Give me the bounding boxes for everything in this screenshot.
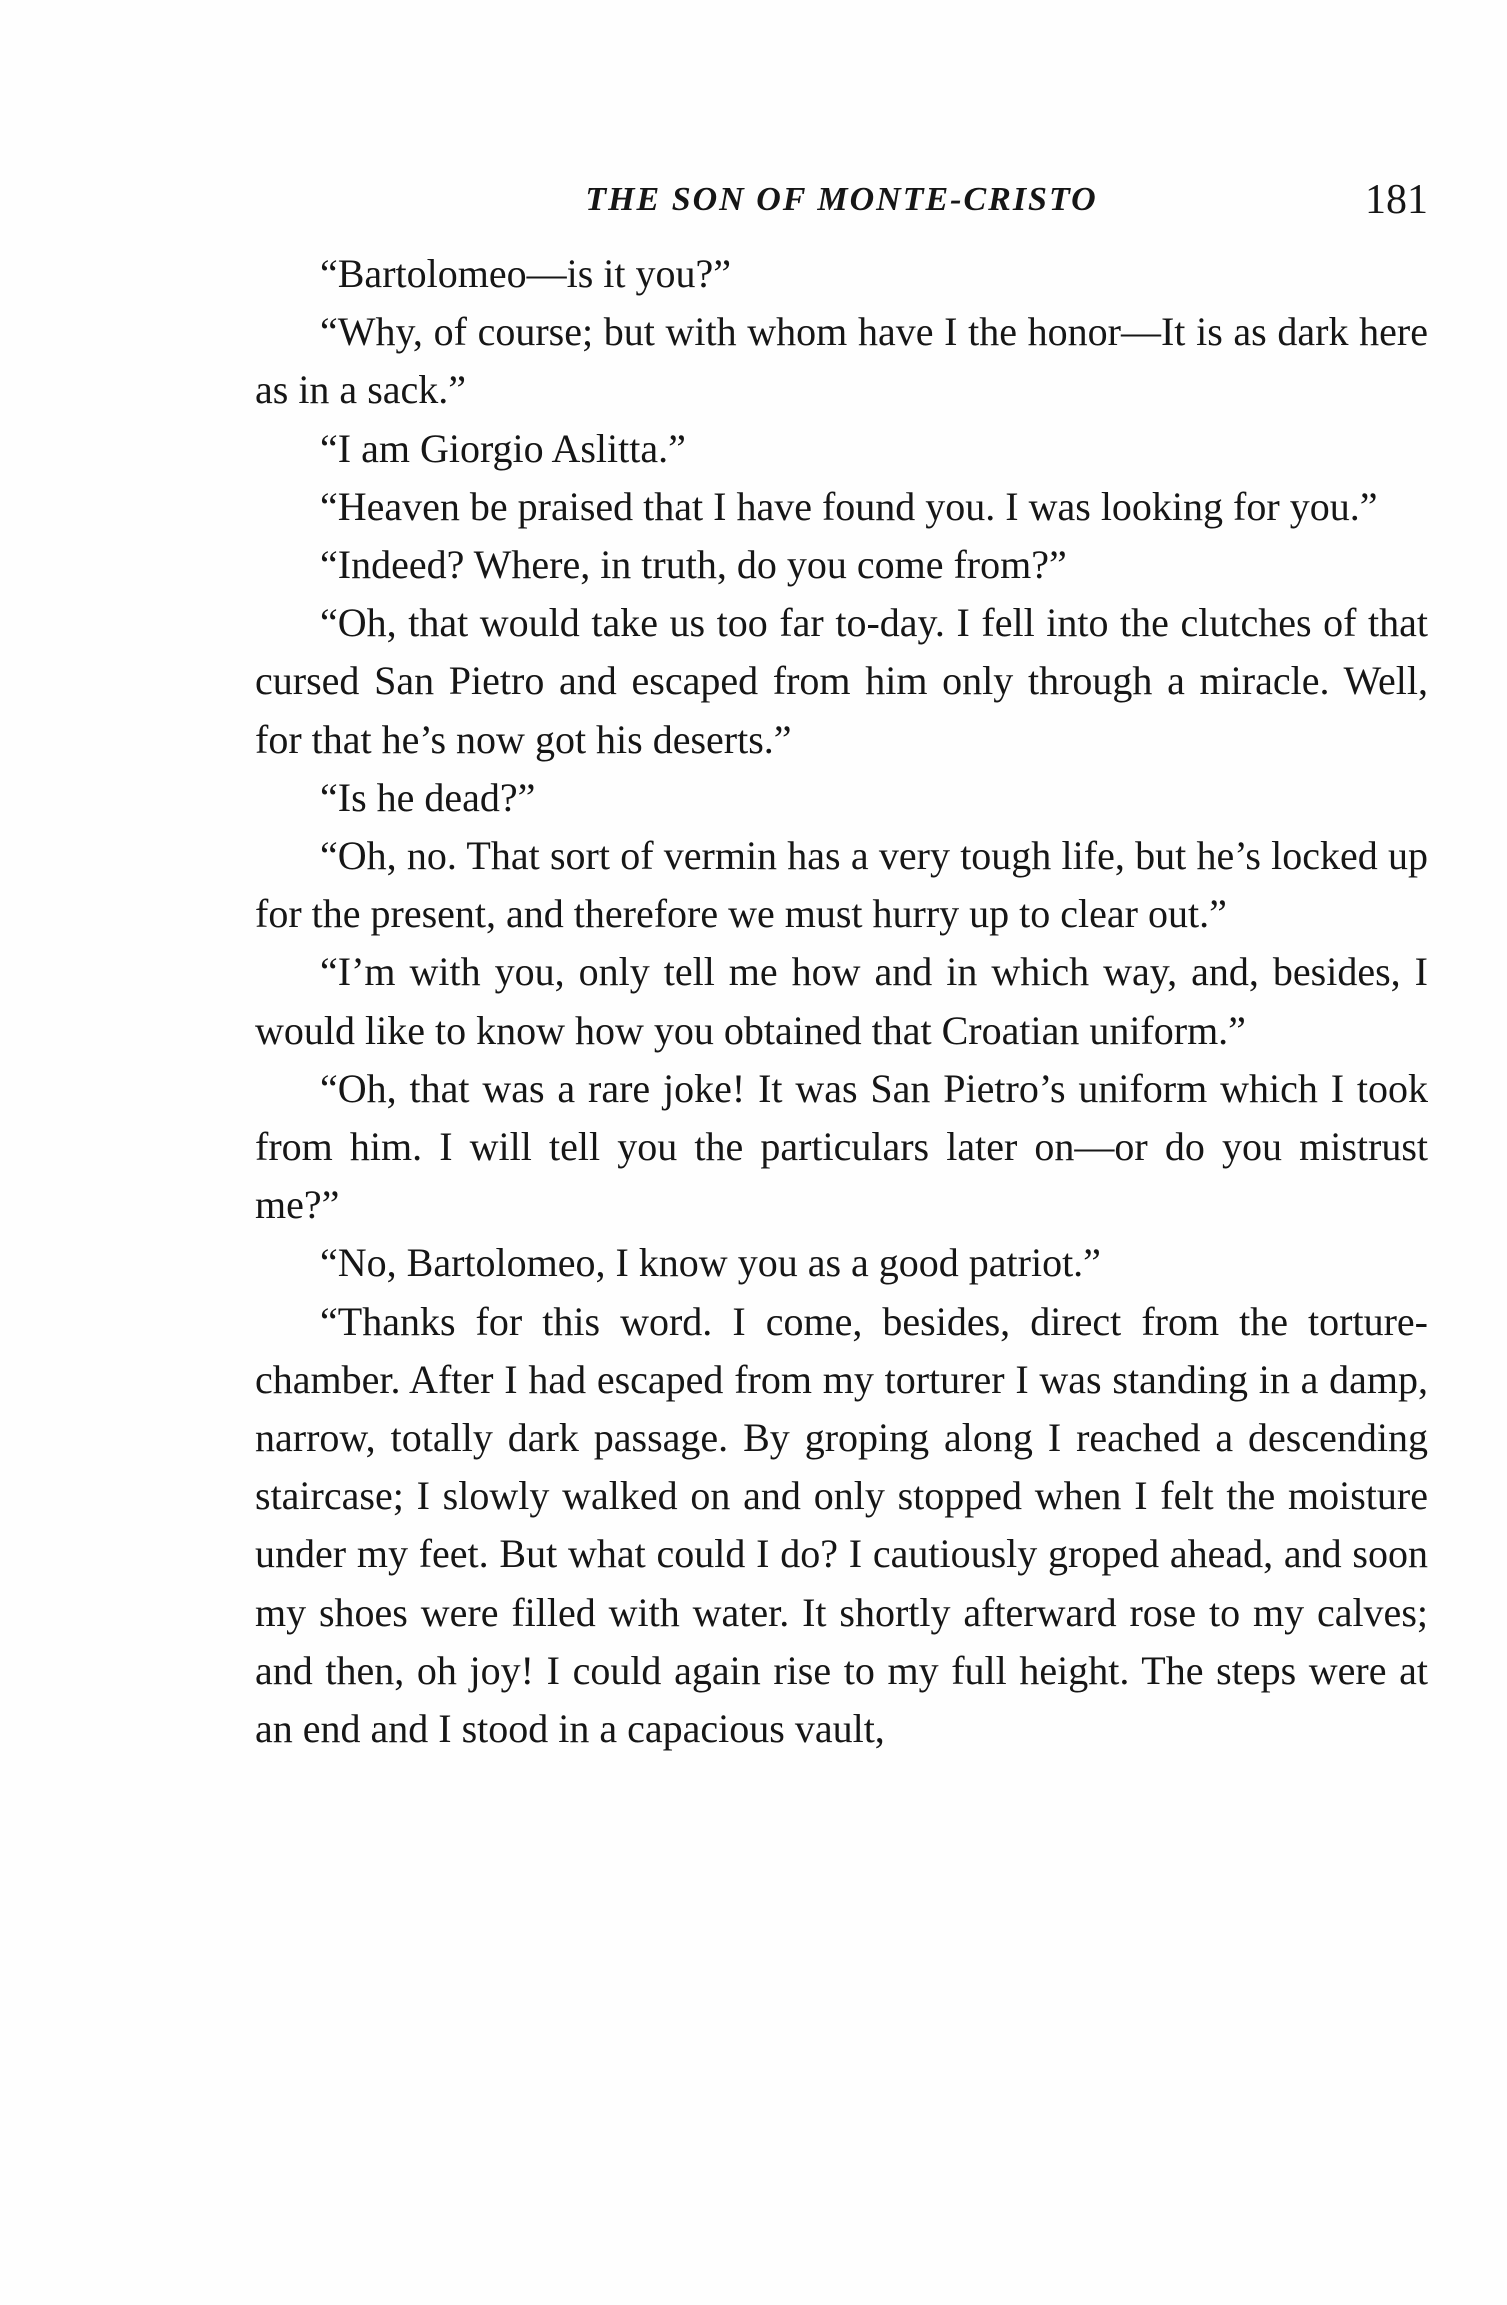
body-text [255,245,1428,1758]
paragraph: “Thanks for this word. I come, besides, direct from the torture-chamber. After I had escaped from my torturer I was standing in a damp, narrow, totally dark passage. By groping along I reached a descending staircase; I slowly walked on and only stopped when I felt the moisture under my feet. But what could I do? I cautiously groped ahead, and soon my shoes were filled with water. It shortly afterward rose to my calves; and then, oh joy! I could again rise to my full height. The steps were at an end and I stood in a capacious vault, [255,1298,1428,1752]
page-number: 181 [1365,177,1428,223]
paragraph: “I am Giorgio Aslitta.” [320,425,686,471]
paragraph: “Oh, that would take us too far to-day. I fell into the clutches of that cursed San Pietro and escaped from him only through a miracle. Well, for that he’s now got his deserts.” [255,600,1428,762]
paragraph: “Oh, that was a rare joke! It was San Pietro’s uniform which I took from him. I will tell you the particulars later on—or do you mistrust me?” [255,1065,1428,1228]
paragraph: “No, Bartolomeo, I know you as a good patriot.” [320,1240,1101,1286]
paragraph: “Bartolomeo—is it you?” [320,251,732,296]
paragraph: “Indeed? Where, in truth, do you come from?” [320,542,1067,588]
paragraph: “Oh, no. That sort of vermin has a very tough life, but he’s locked up for the present, and therefore we must hurry up to clear out.” [255,833,1428,937]
page-header [255,170,1428,230]
paragraph: “I’m with you, only tell me how and in which way, and, besides, I would like to know how you obtained that Croatian uniform.” [255,949,1428,1053]
running-title: THE SON OF MONTE-CRISTO [585,181,1098,218]
paragraph: “Heaven be praised that I have found you. I was looking for you.” [320,483,1378,529]
paragraph: “Is he dead?” [320,774,536,820]
paragraph: “Why, of course; but with whom have I the honor—It is as dark here as in a sack.” [255,309,1428,413]
